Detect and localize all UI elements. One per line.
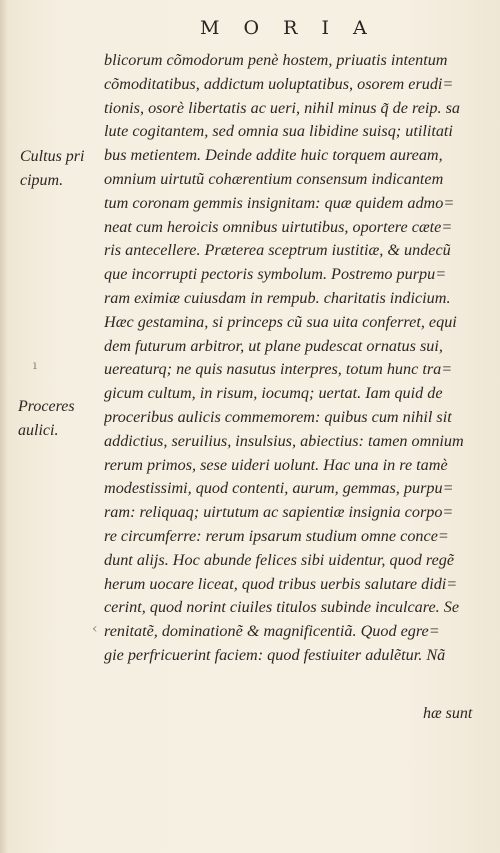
text-line: re circumferre: rerum ipsarum studium omne conce= — [104, 526, 449, 545]
text-line: Hæc gestamina, si princeps cũ sua uita conferret, equi — [104, 312, 457, 331]
text-line: blicorum cõmodorum penè hostem, priuatis intentum — [104, 51, 448, 69]
marginal-note-line: aulici. — [18, 421, 59, 439]
running-head: M O R I A — [200, 17, 376, 39]
ink-mark: ı — [33, 358, 37, 372]
text-line: ram: reliquaq; uirtutum ac sapientiæ insignia corpo= — [104, 503, 454, 522]
text-line: addictius, seruilius, insulsius, abiectius: tamen omnium — [104, 431, 464, 450]
text-line: ris antecellere. Præterea sceptrum iustitiæ, & undecũ — [104, 241, 451, 260]
text-line: rerum primos, sese uideri uolunt. Hac una in re tamè — [104, 455, 448, 474]
marginal-note-proceres-aulici — [18, 395, 98, 443]
text-line: ram eximiæ cuiusdam in rempub. charitatis indicium. — [104, 288, 451, 307]
ink-mark: ‹ — [92, 621, 98, 637]
text-line: dem futurum arbitror, ut plane pudescat ornatus sui, — [104, 336, 443, 355]
text-line: lute cogitantem, sed omnia sua libidine suisq; utilitati — [104, 122, 453, 141]
marginal-note-cultus-principum — [20, 145, 100, 193]
text-line: renitatẽ, dominationẽ & magnificentiã. Quod egre= — [104, 622, 440, 641]
marginal-note-line: Proceres — [18, 398, 75, 415]
text-line: cõmoditatibus, addictum uoluptatibus, osorem erudi= — [104, 74, 454, 93]
text-line: tionis, osorè libertatis ac ueri, nihil minus q̃ de reip. sa — [104, 98, 460, 117]
text-line: bus metientem. Deinde addite huic torquem auream, — [104, 146, 443, 165]
text-line: proceribus aulicis commemorem: quibus cum nihil sit — [104, 407, 452, 426]
text-line: gicum cultum, in risum, iocumq; uertat. Iam quid de — [104, 384, 443, 403]
text-line: gie perfricuerint faciem: quod festiuiter adulẽtur. Nã — [104, 645, 446, 664]
text-line: omnium uirtutũ cohærentium consensum indicantem — [104, 169, 444, 188]
text-line: cerint, quod norint ciuiles titulos subinde inculcare. Se — [104, 598, 460, 617]
body-text — [104, 49, 480, 668]
catchword: hæ sunt — [423, 705, 473, 722]
text-line: neat cum heroicis omnibus uirtutibus, oportere cæte= — [104, 217, 453, 236]
page-gutter-shadow — [0, 0, 8, 853]
text-line: tum coronam gemmis insignitam: quæ quidem admo= — [104, 193, 455, 212]
text-line: herum uocare liceat, quod tribus uerbis salutare didi= — [104, 574, 458, 593]
marginal-note-line: cipum. — [20, 171, 64, 189]
text-line: uereaturq; ne quis nasutus interpres, totum hunc tra= — [104, 360, 453, 379]
marginal-note-line: Cultus pri — [20, 148, 85, 165]
text-line: dunt alijs. Hoc abunde felices sibi uidentur, quod regẽ — [104, 550, 455, 569]
text-line: que incorrupti pectoris symbolum. Postremo purpu= — [104, 265, 447, 284]
text-line: modestissimi, quod contenti, aurum, gemmas, purpu= — [104, 479, 454, 498]
